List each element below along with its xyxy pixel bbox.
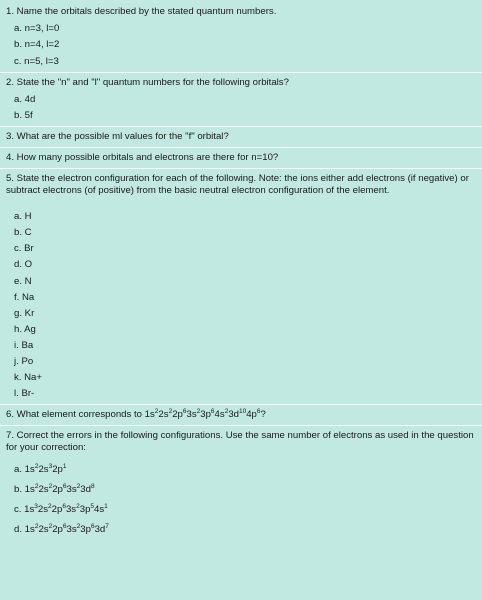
orbital-term: 2p — [172, 409, 183, 421]
orbital-term: 2s — [38, 464, 49, 476]
orbital-term: 3d — [228, 409, 239, 421]
electron-count: 2 — [76, 523, 81, 531]
question-5-option: g. Kr — [14, 307, 35, 319]
question-6-configuration — [145, 409, 261, 420]
question-5-option: c. Br — [14, 243, 34, 255]
question-1-option-b: b. n=4, l=2 — [14, 39, 60, 51]
question-5-option: f. Na — [14, 291, 35, 303]
question-3: 3. What are the possible ml values for the "f" orbital? — [6, 131, 229, 143]
question-5-option: l. Br- — [14, 388, 35, 400]
question-6 — [6, 409, 474, 421]
electron-count: 2 — [224, 408, 229, 416]
orbital-term: 1s — [24, 504, 35, 516]
electron-count: 2 — [48, 483, 53, 491]
orbital-term: 2s — [37, 504, 49, 516]
question-7-option-b — [6, 484, 474, 496]
orbital-term: 2p — [51, 504, 63, 516]
orbital-term: 3d — [94, 524, 106, 536]
option-label: d. — [14, 524, 25, 536]
orbital-term: 3p — [200, 409, 211, 421]
question-6-prefix: 6. What element corresponds to — [6, 409, 145, 421]
question-5-option: d. O — [14, 259, 33, 271]
orbital-term: 4s — [94, 504, 105, 516]
electron-count: 2 — [34, 483, 39, 491]
divider — [0, 425, 482, 426]
orbital-term: 3d — [80, 484, 91, 496]
electron-count: 2 — [168, 408, 173, 416]
question-2: 2. State the "n" and "l" quantum numbers for the following orbitals? — [6, 76, 289, 88]
option-configuration — [25, 524, 109, 535]
orbital-term: 2s — [38, 484, 49, 496]
question-5: 5. State the electron configuration for each of the following. Note: the ions either add electrons (if negative) or subtract electrons (of positive) from the basic neutral electron configuration of the element. — [6, 173, 469, 197]
electron-count: 3 — [48, 463, 53, 471]
option-configuration — [24, 504, 108, 515]
question-5-option: b. C — [14, 227, 32, 239]
orbital-term: 3s — [66, 524, 77, 536]
question-7-option-d — [6, 524, 474, 536]
question-5-option: e. N — [14, 275, 32, 287]
electron-count: 2 — [76, 483, 81, 491]
electron-count: 2 — [196, 408, 201, 416]
orbital-term: 1s — [24, 464, 35, 476]
orbital-term: 2s — [38, 524, 49, 536]
orbital-term: 2p — [52, 524, 63, 536]
electron-count: 5 — [90, 503, 95, 511]
orbital-term: 1s — [144, 409, 155, 421]
electron-count: 6 — [210, 408, 215, 416]
electron-count: 6 — [62, 523, 67, 531]
electron-count: 3 — [34, 503, 38, 511]
question-1-option-c: c. n=5, l=3 — [14, 55, 59, 67]
option-label: a. — [14, 464, 25, 476]
question-7-option-a — [6, 464, 474, 476]
orbital-term: 4p — [246, 409, 257, 421]
electron-count: 6 — [182, 408, 187, 416]
orbital-term: 2p — [52, 484, 63, 496]
electron-count: 1 — [104, 503, 108, 511]
question-6-suffix: ? — [260, 409, 266, 421]
orbital-term: 3s — [65, 504, 77, 516]
option-configuration — [25, 484, 95, 495]
question-7: 7. Correct the errors in the following configurations. Use the same number of electrons as used in the question for your correction: — [6, 430, 474, 454]
question-5-option: j. Po — [14, 356, 34, 368]
question-1-option-a: a. n=3, l=0 — [14, 23, 60, 34]
question-5-options — [6, 211, 474, 400]
orbital-term: 4s — [214, 409, 225, 421]
question-2-option-b: b. 5f — [14, 110, 33, 122]
electron-count: 10 — [238, 408, 247, 416]
electron-count: 7 — [105, 523, 109, 531]
electron-count: 2 — [48, 523, 53, 531]
electron-count: 2 — [76, 503, 80, 511]
orbital-term: 1s — [24, 524, 35, 536]
electron-count: 2 — [34, 463, 39, 471]
question-5-option: h. Ag — [14, 323, 36, 335]
divider — [0, 404, 482, 405]
electron-count: 6 — [256, 408, 261, 416]
orbital-term: 3s — [66, 484, 77, 496]
divider — [0, 72, 482, 73]
divider — [0, 147, 482, 148]
orbital-term: 3p — [80, 524, 91, 536]
question-7-option-c — [6, 504, 474, 516]
option-label: c. — [14, 504, 25, 516]
electron-count: 6 — [62, 483, 67, 491]
electron-count: 8 — [90, 483, 95, 491]
question-4: 4. How many possible orbitals and electrons are there for n=10? — [6, 152, 279, 164]
question-5-option: a. H — [14, 211, 32, 223]
orbital-term: 1s — [24, 484, 35, 496]
divider — [0, 168, 482, 169]
question-1: 1. Name the orbitals described by the stated quantum numbers. — [6, 6, 277, 17]
divider — [0, 126, 482, 127]
electron-count: 6 — [62, 503, 66, 511]
electron-count: 1 — [62, 463, 67, 471]
orbital-term: 3p — [79, 504, 91, 516]
question-5-option: i. Ba — [14, 339, 34, 351]
orbital-term: 3s — [186, 409, 197, 421]
option-configuration — [25, 464, 67, 475]
electron-count: 2 — [34, 523, 39, 531]
orbital-term: 2p — [52, 464, 63, 476]
option-label: b. — [14, 484, 25, 496]
question-2-option-a: a. 4d — [14, 93, 36, 105]
question-5-option: k. Na+ — [14, 372, 42, 384]
electron-count: 2 — [154, 408, 159, 416]
orbital-term: 2s — [158, 409, 169, 421]
electron-count: 2 — [48, 503, 52, 511]
electron-count: 6 — [90, 523, 95, 531]
